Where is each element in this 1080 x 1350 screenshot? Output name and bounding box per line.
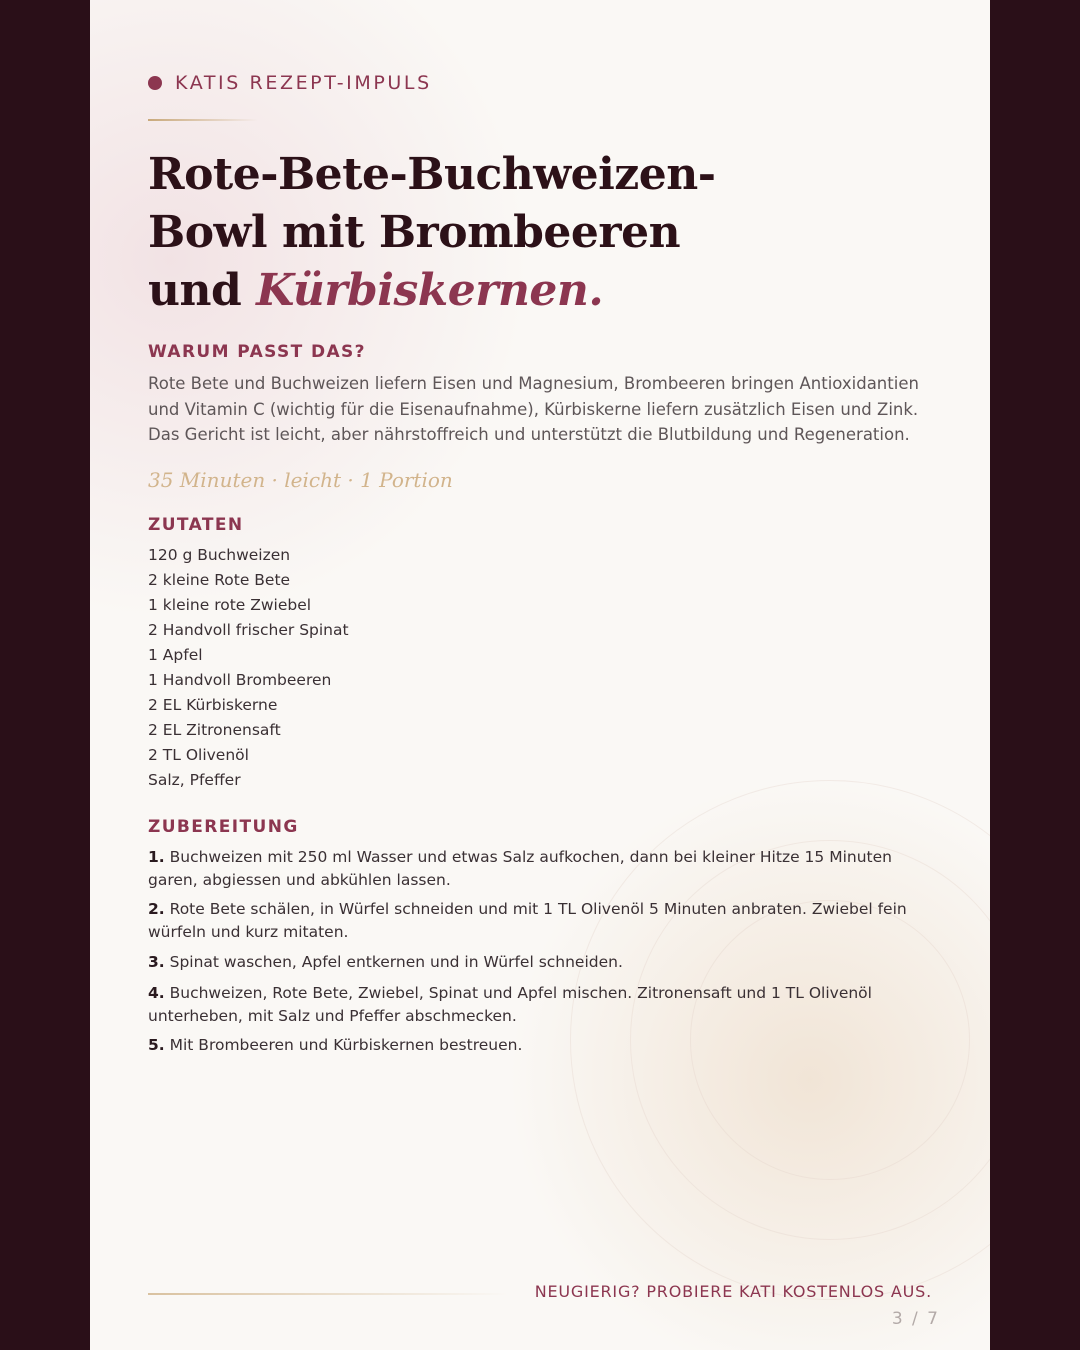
footer-divider bbox=[148, 1293, 508, 1295]
try-kati-link[interactable]: NEUGIERIG? PROBIERE KATI KOSTENLOS AUS. bbox=[534, 1282, 932, 1301]
ingredients-heading: ZUTATEN bbox=[148, 515, 244, 535]
title-accent: Kürbiskernen. bbox=[256, 265, 604, 316]
step-text: Spinat waschen, Apfel entkernen und in Würfel schneiden. bbox=[169, 953, 623, 971]
ingredient-item: 2 Handvoll frischer Spinat bbox=[148, 621, 349, 639]
ingredient-item: 2 EL Kürbiskerne bbox=[148, 696, 278, 714]
step-text: Rote Bete schälen, in Würfel schneiden und mit 1 TL Olivenöl 5 Minuten anbraten. Zwiebel fein würfeln und kurz mitaten. bbox=[148, 900, 907, 941]
title-line-3-plain: und bbox=[148, 265, 242, 316]
step-item bbox=[148, 898, 938, 944]
title-line-3 bbox=[148, 262, 908, 320]
why-heading: WARUM PASST DAS? bbox=[148, 342, 366, 362]
step-text: Mit Brombeeren und Kürbiskernen bestreuen. bbox=[169, 1036, 523, 1054]
ingredient-item: 1 kleine rote Zwiebel bbox=[148, 596, 312, 614]
step-number: 4. bbox=[148, 984, 165, 1002]
step-number: 2. bbox=[148, 900, 165, 918]
ingredient-item: 2 EL Zitronensaft bbox=[148, 721, 281, 739]
bullet-dot-icon bbox=[148, 76, 162, 90]
recipe-card bbox=[90, 0, 990, 1350]
step-item bbox=[148, 982, 938, 1028]
kicker-divider bbox=[148, 119, 258, 121]
preparation-heading: ZUBEREITUNG bbox=[148, 817, 299, 837]
ingredient-item: 1 Handvoll Brombeeren bbox=[148, 671, 332, 689]
step-text: Buchweizen, Rote Bete, Zwiebel, Spinat und Apfel mischen. Zitronensaft und 1 TL Olivenöl unterheben, mit Salz und Pfeffer abschmecken. bbox=[148, 984, 872, 1025]
kicker-label: KATIS REZEPT-IMPULS bbox=[175, 72, 432, 94]
recipe-title bbox=[148, 146, 908, 320]
ingredient-item: 1 Apfel bbox=[148, 646, 203, 664]
ingredient-item: 120 g Buchweizen bbox=[148, 546, 291, 564]
step-item bbox=[148, 846, 938, 892]
why-text: Rote Bete und Buchweizen liefern Eisen und Magnesium, Brombeeren bringen Antioxidantien und Vitamin C (wichtig für die Eisenaufnahme), Kürbiskerne liefern zusätzlich Eisen und Zink. Das Gericht ist leicht, aber nährstoffreich und unterstützt die Blutbildung und Regeneration. bbox=[148, 374, 919, 444]
preparation-steps bbox=[148, 846, 938, 1063]
recipe-meta: 35 Minuten · leicht · 1 Portion bbox=[148, 468, 453, 492]
title-line-1: Rote-Bete-Buchweizen- bbox=[148, 149, 716, 200]
ingredients-list bbox=[148, 543, 349, 793]
step-number: 5. bbox=[148, 1036, 165, 1054]
step-number: 3. bbox=[148, 953, 165, 971]
page-indicator: 3 / 7 bbox=[891, 1309, 940, 1329]
step-number: 1. bbox=[148, 848, 165, 866]
ingredient-item: 2 TL Olivenöl bbox=[148, 746, 249, 764]
ingredient-item: Salz, Pfeffer bbox=[148, 771, 241, 789]
kicker bbox=[148, 72, 432, 94]
ingredient-item: 2 kleine Rote Bete bbox=[148, 571, 291, 589]
title-line-2: Bowl mit Brombeeren bbox=[148, 207, 681, 258]
step-item bbox=[148, 1034, 938, 1057]
step-item bbox=[148, 951, 938, 974]
step-text: Buchweizen mit 250 ml Wasser und etwas Salz aufkochen, dann bei kleiner Hitze 15 Minuten garen, abgiessen und abkühlen lassen. bbox=[148, 848, 892, 889]
